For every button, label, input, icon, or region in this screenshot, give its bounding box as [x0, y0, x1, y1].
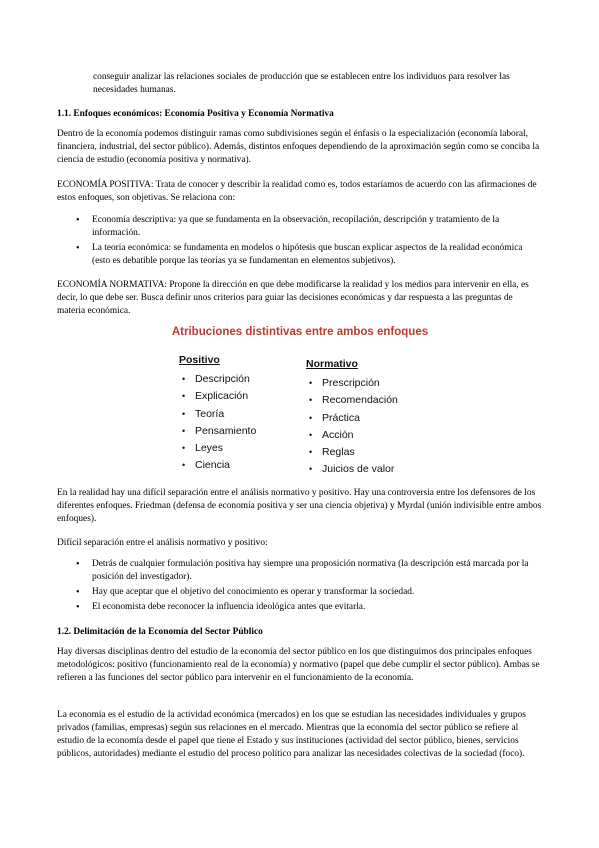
list-item: • Hay que aceptar que el objetivo del conocimiento es operar y transformar la sociedad. [57, 586, 543, 599]
list-item: • Prescripción [306, 375, 398, 392]
positive-column-heading: Positivo [179, 354, 220, 366]
list-item: • Acción [306, 427, 398, 444]
list-item: • El economista debe reconocer la influencia ideológica antes que evitarla. [57, 601, 543, 614]
paragraph-branches: Dentro de la economía podemos distinguir ramas como subdivisiones según el énfasis o la especialización (economía laboral, financiera, industrial, del sector público). Además, distintos enfoques dependiendo de la aproximación según como se conciba la ciencia de estudio (economía positiva y normativa). [57, 129, 540, 165]
list-item: • Explicación [179, 388, 256, 405]
positive-column [179, 354, 256, 475]
comparison-figure [160, 326, 460, 476]
paragraph-positive-economy: ECONOMÍA POSITIVA: Trata de conocer y describir la realidad como es, todos estaríamos de acuerdo con las afirmaciones de estos enfoques, son objetivas. Se relaciona con: [57, 180, 537, 203]
normative-column-heading: Normativo [306, 358, 358, 370]
section-heading-1-2: 1.2. Delimitación de la Economía del Sector Público [57, 627, 263, 637]
list-item: • Juicios de valor [306, 461, 398, 478]
list-item: • Detrás de cualquier formulación positiva hay siempre una proposición normativa (la descripción está marcada por la posición del investigador). [57, 558, 543, 584]
paragraph-economy-definition: La economía es el estudio de la actividad económica (mercados) en los que se estudian las necesidades individuales y grupos privados (familias, empresas) según sus relaciones en el mercado. Mientras que la economía del sector público se refiere al estudio de la economía desde el papel que tiene el Estado y sus instituciones (actividad del sector público, bienes, servicios públicos, autoridades) mediante el estudio del proceso político para analizar las necesidades colectivas de la sociedad (foco). [57, 710, 526, 759]
normative-column [306, 358, 398, 479]
difficult-bullet-list [57, 558, 543, 616]
list-item: • Descripción [179, 371, 256, 388]
list-item: • Leyes [179, 440, 256, 457]
list-item: • Recomendación [306, 392, 398, 409]
intro-continuation: conseguir analizar las relaciones sociales de producción que se establecen entre los individuos para resolver las necesidades humanas. [93, 72, 510, 95]
list-item: • Práctica [306, 410, 398, 427]
figure-title: Atribuciones distintivas entre ambos enfoques [171, 326, 429, 338]
section-heading-1-1: 1.1. Enfoques económicos: Economía Positiva y Economía Normativa [57, 109, 334, 119]
paragraph-reality: En la realidad hay una difícil separación entre el análisis normativo y positivo. Hay una controversia entre los defensores de los diferentes enfoques. Friedman (defensa de economía positiva y ser una ciencia objetiva) y Myrdal (unión indivisible entre ambos enfoques). [57, 488, 542, 524]
paragraph-public-sector-disciplines: Hay diversas disciplinas dentro del estudio de la economía del sector público en los que distinguimos dos principales enfoques metodológicos: positivo (funcionamiento real de la economía) y normativo (papel que debe cumplir el sector público). Ambas se refieren a las funciones del sector público para intervenir en el funcionamiento de la economía. [57, 647, 540, 683]
positive-bullet-list [57, 214, 543, 270]
list-item: • Reglas [306, 444, 398, 461]
list-item: • Teoría [179, 406, 256, 423]
list-item: • Ciencia [179, 457, 256, 474]
list-item: • Pensamiento [179, 423, 256, 440]
paragraph-normative-economy: ECONOMÍA NORMATIVA: Propone la dirección en que debe modificarse la realidad y los medios para intervenir en ella, es decir, lo que debe ser. Busca definir unos criterios para guiar las decisiones económicas y dar respuesta a las preguntas de materia económica. [57, 280, 529, 316]
list-item: • Economía descriptiva: ya que se fundamenta en la observación, recopilación, descripción y tratamiento de la información. [57, 214, 543, 240]
paragraph-difficult-separation: Difícil separación entre el análisis normativo y positivo: [57, 538, 268, 548]
list-item: • La teoría económica: se fundamenta en modelos o hipótesis que buscan explicar aspectos de la realidad económica (esto es debatible porque las teorías ya se fundamentan en elementos subjetivos). [57, 242, 543, 268]
